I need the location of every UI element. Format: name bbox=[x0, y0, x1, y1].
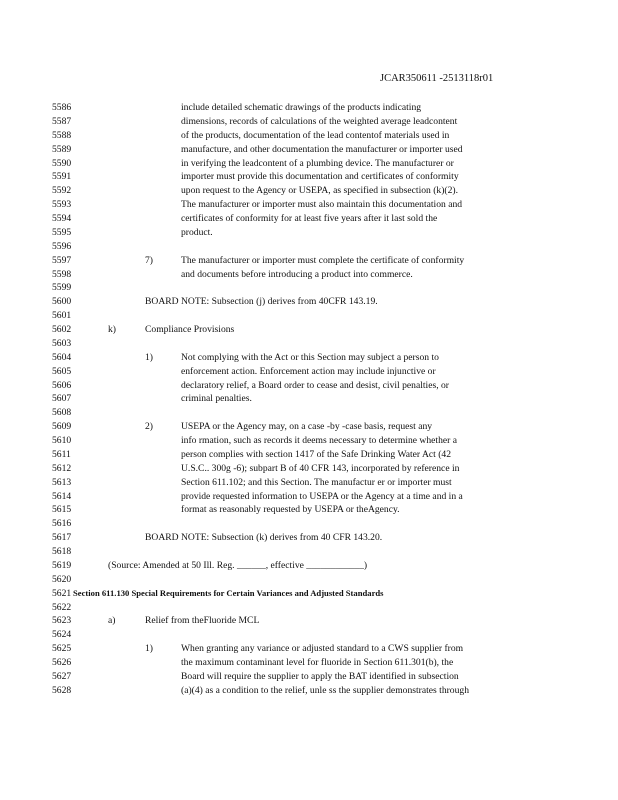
document-line bbox=[0, 337, 618, 351]
line-number: 5627 bbox=[52, 670, 72, 682]
document-line bbox=[0, 143, 618, 157]
line-text: manufacture, and other documentation the manufacturer or importer used bbox=[181, 143, 463, 155]
line-number: 5620 bbox=[52, 573, 72, 585]
document-line bbox=[0, 628, 618, 642]
line-number: 5608 bbox=[52, 407, 72, 419]
line-number: 5607 bbox=[52, 393, 72, 405]
line-number: 5586 bbox=[52, 102, 72, 113]
line-number: 5610 bbox=[52, 435, 72, 446]
document-line bbox=[0, 170, 618, 184]
line-text: criminal penalties. bbox=[181, 393, 252, 405]
document-line bbox=[0, 323, 618, 337]
document-line bbox=[0, 656, 618, 670]
line-text: enforcement action. Enforcement action may include injunctive or bbox=[181, 365, 436, 377]
document-line bbox=[0, 490, 618, 504]
list-marker: 7) bbox=[145, 254, 153, 266]
document-line bbox=[0, 281, 618, 295]
line-number: 5598 bbox=[52, 268, 72, 280]
line-number: 5628 bbox=[52, 684, 72, 696]
line-text: Section 611.102; and this Section. The manufactur er or importer must bbox=[181, 476, 452, 488]
line-text: format as reasonably requested by USEPA or theAgency. bbox=[181, 504, 400, 516]
line-text: (Source: Amended at 50 Ill. Reg. ______, effective ____________) bbox=[108, 559, 368, 571]
document-line bbox=[0, 101, 618, 115]
line-number: 5611 bbox=[52, 448, 71, 460]
line-text: provide requested information to USEPA or the Agency at a time and in a bbox=[181, 490, 463, 502]
line-text: person complies with section 1417 of the Safe Drinking Water Act (42 bbox=[181, 448, 452, 460]
line-number: 5622 bbox=[52, 601, 72, 613]
line-text: the maximum contaminant level for fluoride in Section 611.301(b), the bbox=[181, 657, 454, 668]
list-marker: 1) bbox=[145, 643, 153, 655]
numbered-lines bbox=[0, 101, 618, 698]
line-text: Board will require the supplier to apply the BAT identified in subsection bbox=[181, 670, 459, 682]
document-line bbox=[0, 309, 618, 323]
line-number: 5588 bbox=[52, 129, 72, 141]
line-number: 5619 bbox=[52, 559, 72, 571]
line-text: info rmation, such as records it deems necessary to determine whether a bbox=[181, 435, 457, 446]
line-number: 5596 bbox=[52, 240, 72, 252]
line-text: BOARD NOTE: Subsection (j) derives from 40CFR 143.19. bbox=[145, 296, 378, 308]
document-line bbox=[0, 157, 618, 171]
line-number: 5614 bbox=[52, 490, 72, 502]
line-number: 5621 bbox=[52, 587, 72, 599]
document-line bbox=[0, 559, 618, 573]
document-line bbox=[0, 379, 618, 393]
document-line bbox=[0, 198, 618, 212]
line-number: 5612 bbox=[52, 462, 72, 474]
line-number: 5601 bbox=[52, 310, 72, 322]
document-line bbox=[0, 254, 618, 268]
document-id-header: JCAR350611 -2513118r01 bbox=[380, 73, 494, 84]
list-marker: 1) bbox=[145, 351, 153, 363]
document-line bbox=[0, 406, 618, 420]
document-line bbox=[0, 351, 618, 365]
document-line bbox=[0, 295, 618, 309]
document-line bbox=[0, 420, 618, 434]
section-heading: Section 611.130 Special Requirements for Certain Variances and Adjusted Standards bbox=[73, 587, 384, 598]
document-line bbox=[0, 365, 618, 379]
line-number: 5593 bbox=[52, 199, 72, 211]
line-number: 5615 bbox=[52, 504, 72, 516]
line-number: 5604 bbox=[52, 351, 72, 363]
document-line bbox=[0, 392, 618, 406]
line-text: The manufacturer or importer must also maintain this documentation and bbox=[181, 199, 463, 211]
document-line bbox=[0, 670, 618, 684]
list-marker: 2) bbox=[145, 421, 153, 433]
document-line bbox=[0, 517, 618, 531]
line-number: 5589 bbox=[52, 143, 72, 155]
document-line bbox=[0, 448, 618, 462]
line-number: 5592 bbox=[52, 185, 72, 197]
line-number: 5625 bbox=[52, 643, 72, 655]
document-line bbox=[0, 573, 618, 587]
document-line bbox=[0, 462, 618, 476]
line-number: 5587 bbox=[52, 115, 72, 127]
line-text: When granting any variance or adjusted standard to a CWS supplier from bbox=[181, 643, 464, 655]
list-marker: a) bbox=[108, 615, 116, 627]
line-text: in verifying the leadcontent of a plumbing device. The manufacturer or bbox=[181, 157, 454, 169]
line-text: (a)(4) as a condition to the relief, unle ss the supplier demonstrates through bbox=[181, 684, 469, 696]
document-line bbox=[0, 545, 618, 559]
line-number: 5617 bbox=[52, 532, 72, 544]
line-number: 5624 bbox=[52, 629, 72, 641]
line-text: importer must provide this documentation and certificates of conformity bbox=[181, 171, 459, 183]
line-text: USEPA or the Agency may, on a case -by -case basis, request any bbox=[181, 421, 433, 433]
document-line bbox=[0, 587, 618, 601]
line-text: certificates of conformity for at least five years after it last sold the bbox=[181, 213, 438, 224]
line-text: declaratory relief, a Board order to cease and desist, civil penalties, or bbox=[181, 379, 449, 391]
line-text: Compliance Provisions bbox=[145, 324, 235, 335]
line-text: upon request to the Agency or USEPA, as specified in subsection (k)(2). bbox=[181, 185, 459, 197]
line-text: product. bbox=[181, 226, 213, 238]
document-line bbox=[0, 212, 618, 226]
line-number: 5623 bbox=[52, 615, 72, 627]
line-number: 5618 bbox=[52, 546, 72, 557]
line-number: 5590 bbox=[52, 157, 72, 169]
line-number: 5605 bbox=[52, 365, 72, 377]
line-text: The manufacturer or importer must complete the certificate of conformity bbox=[181, 254, 465, 266]
document-line bbox=[0, 240, 618, 254]
line-text: and documents before introducing a product into commerce. bbox=[181, 268, 413, 280]
line-number: 5606 bbox=[52, 379, 72, 391]
line-text: U.S.C.. 300g -6); subpart B of 40 CFR 143, incorporated by reference in bbox=[181, 462, 460, 474]
line-number: 5603 bbox=[52, 337, 72, 349]
line-number: 5597 bbox=[52, 254, 72, 266]
line-number: 5600 bbox=[52, 296, 72, 308]
line-text: Not complying with the Act or this Section may subject a person to bbox=[181, 351, 439, 363]
line-text: of the products, documentation of the lead contentof materials used in bbox=[181, 129, 450, 141]
document-line bbox=[0, 503, 618, 517]
line-number: 5599 bbox=[52, 282, 72, 294]
document-line bbox=[0, 115, 618, 129]
document-line bbox=[0, 642, 618, 656]
document-line bbox=[0, 226, 618, 240]
line-text: BOARD NOTE: Subsection (k) derives from 40 CFR 143.20. bbox=[145, 532, 383, 544]
line-text: include detailed schematic drawings of the products indicating bbox=[181, 102, 422, 113]
document-line bbox=[0, 531, 618, 545]
list-marker: k) bbox=[108, 324, 116, 335]
line-number: 5609 bbox=[52, 421, 72, 433]
document-line bbox=[0, 476, 618, 490]
line-number: 5613 bbox=[52, 476, 72, 488]
line-number: 5594 bbox=[52, 213, 72, 224]
line-text: Relief from theFluoride MCL bbox=[145, 615, 260, 627]
line-text: dimensions, records of calculations of the weighted average leadcontent bbox=[181, 115, 458, 127]
document-line bbox=[0, 684, 618, 698]
line-number: 5602 bbox=[52, 324, 72, 335]
document-line bbox=[0, 614, 618, 628]
line-number: 5626 bbox=[52, 657, 72, 668]
line-number: 5616 bbox=[52, 518, 72, 530]
document-line bbox=[0, 601, 618, 615]
document-line bbox=[0, 268, 618, 282]
line-number: 5595 bbox=[52, 226, 72, 238]
line-number: 5591 bbox=[52, 171, 72, 183]
document-line bbox=[0, 129, 618, 143]
document-line bbox=[0, 184, 618, 198]
document-line bbox=[0, 434, 618, 448]
